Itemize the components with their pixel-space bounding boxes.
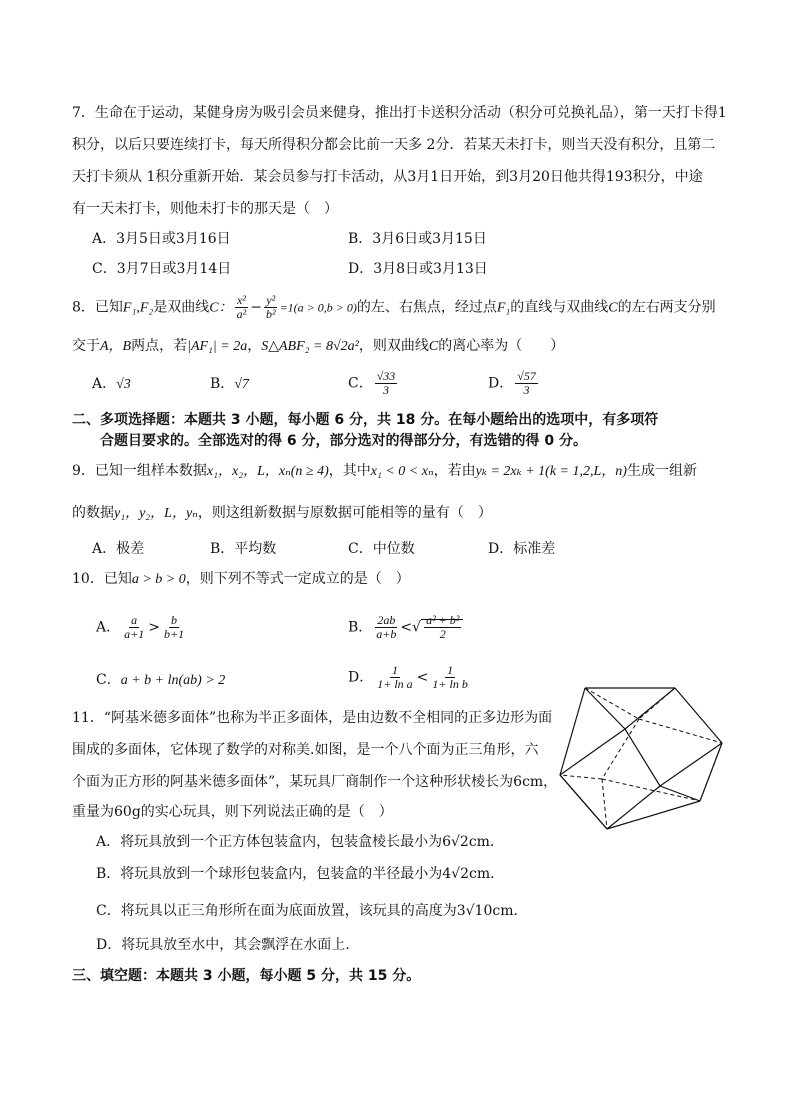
q10-text: 10．已知: [72, 571, 132, 587]
edge-line: [660, 743, 722, 786]
q11-line-3: 个面为正方形的阿基米德多面体”，某玩具厂商制作一个这种形状棱长为6cm，: [72, 774, 558, 790]
q8-f1: F₁: [496, 300, 511, 316]
q9-condition: x₁ < 0 < xₙ: [370, 464, 434, 479]
section-2-heading-cont: 合题目要求的。全部选对的得 6 分，部分选对的得部分分，有选错的得 0 分。: [100, 433, 587, 449]
q9-text: 的数据: [72, 505, 114, 521]
q8-option-c[interactable]: C． $\frac{√33}{3}$: [348, 369, 396, 397]
edge-line: [560, 775, 607, 829]
q9-text: ，若由: [433, 463, 476, 479]
q9-transform: yₖ = 2xₖ + 1(k = 1,2,L，n): [475, 464, 627, 479]
q8-text: ，则双曲线: [358, 338, 429, 354]
q9-option-a[interactable]: A．极差: [92, 541, 145, 557]
q9-line-1: [72, 461, 697, 482]
q7-line-3: 天打卡须从 1积分重新开始．某会员参与打卡活动，从3月1日开始，到3月20日他共得193积分，中途: [72, 169, 703, 185]
q9-text: ，则这组新数据与原数据可能相等的量有（ ）: [197, 505, 492, 521]
q8-option-a[interactable]: A．√3: [92, 376, 131, 392]
q8-option-b[interactable]: B．√7: [210, 376, 249, 392]
q8-comma: ，: [247, 338, 262, 354]
q8-text: 的离心率为（ ）: [438, 338, 565, 354]
edge-line: [585, 688, 625, 729]
hidden-edge-line: [602, 719, 639, 779]
q8-option-d[interactable]: D． $\frac{√57}{3}$: [488, 369, 536, 397]
q8-af1: |AF₁| = 2a: [187, 339, 248, 354]
q9-text: ，其中: [328, 463, 371, 479]
q7-line-2: 积分，以后只要连续打卡，每天所得积分都会比前一天多 2分．若某天未打卡，则当天没有积分，且第二: [72, 137, 716, 153]
q8-c: C: [608, 300, 618, 316]
q8-line-2: [72, 336, 564, 357]
edge-line: [607, 801, 700, 829]
section-2-heading: 二、多项选择题：本题共 3 小题，每小题 6 分，共 18 分。在每小题给出的选项中，有多项符: [72, 412, 659, 428]
q8-line-1: [72, 294, 716, 321]
hidden-edge-line: [700, 743, 722, 801]
q8-text: 是双曲线: [153, 299, 210, 316]
q7-option-d[interactable]: D．3月8日或3月13日: [348, 261, 488, 277]
q8-curve-label: C：: [209, 300, 233, 316]
q7-line-1: 7．生命在于运动，某健身房为吸引会员来健身，推出打卡送积分活动（积分可兑换礼品），第一天打卡得1: [72, 105, 727, 121]
q7-option-a[interactable]: A．3月5日或3月16日: [92, 231, 231, 247]
hidden-edge-line: [602, 779, 700, 801]
q8-text: 的左右两支分别: [617, 299, 716, 316]
hidden-edge-line: [585, 688, 639, 719]
edge-line: [607, 786, 660, 829]
q8-c: C: [428, 339, 439, 354]
edge-line: [560, 688, 585, 775]
q10-condition: a > b > 0: [131, 572, 186, 587]
q11-line-4: 重量为60g的实心玩具，则下列说法正确的是（ ）: [72, 804, 393, 820]
q8-text: 的直线与双曲线: [510, 299, 609, 316]
q8-condition: =1(a > 0,b > 0): [279, 300, 357, 315]
hidden-edge-line: [560, 775, 602, 779]
q11-option-d[interactable]: D．将玩具放至水中，其会飘浮在水面上.: [96, 937, 350, 953]
q9-option-d[interactable]: D．标准差: [488, 541, 556, 557]
q8-points: A，B: [100, 339, 132, 354]
q10-option-d[interactable]: D． $\frac{1}{\text{1+ ln a}}$ < $\frac{1}{\text{1+ ln b}}$: [348, 663, 468, 691]
q9-option-c[interactable]: C．中位数: [348, 541, 415, 557]
q9-line-2: [72, 503, 492, 524]
q10-line-1: [72, 569, 410, 590]
hidden-edge-line: [639, 688, 675, 719]
cuboctahedron-figure: [557, 683, 727, 833]
q8-foci: F₁,F₂: [122, 300, 154, 316]
q8-fraction-y: $\frac{\text{y²}}{\text{b²}}$: [265, 293, 276, 321]
edge-line: [560, 729, 625, 775]
q8-text: 两点，若: [131, 338, 188, 354]
q10-option-c[interactable]: C．a + b + ln(ab) > 2: [96, 672, 226, 688]
q8-text: 8．已知: [72, 299, 123, 316]
hidden-edge-line: [639, 719, 722, 743]
q10-option-a[interactable]: A． $\frac{a}{a+1}$ > $\frac{b}{b+1}$: [96, 613, 185, 641]
q11-option-a[interactable]: A．将玩具放到一个正方体包装盒内，包装盒棱长最小为6√2cm．: [96, 834, 504, 850]
edge-line: [675, 688, 722, 743]
q9-new-data: y₁，y₂，L，yₙ: [114, 506, 198, 521]
section-3-heading: 三、填空题：本题共 3 小题，每小题 5 分，共 15 分。: [72, 968, 421, 984]
q9-text: 生成一组新: [626, 463, 697, 479]
q10-option-b[interactable]: B． $\frac{2ab}{a+b}$ <√ $\frac{\text{a² + b²}}{2}$: [348, 614, 463, 641]
hidden-edge-line: [602, 779, 607, 829]
q9-sample: x₁，x₂，L，xₙ(n ≥ 4): [206, 464, 329, 479]
q8-text: 的左、右焦点，经过点: [356, 299, 497, 316]
q9-text: 9．已知一组样本数据: [72, 463, 207, 479]
q9-option-b[interactable]: B．平均数: [210, 541, 277, 557]
q8-fraction-x: $\frac{\text{x²}}{\text{a²}}$: [236, 293, 247, 321]
q11-line-1: 11．“阿基米德多面体”也称为半正多面体，是由边数不全相同的正多边形为面: [72, 710, 553, 726]
q7-option-c[interactable]: C．3月7日或3月14日: [92, 261, 232, 277]
q8-area: S△ABF₂ = 8√2a²: [261, 339, 359, 354]
edge-line: [625, 729, 660, 786]
q8-text: 交于: [72, 338, 100, 354]
q11-option-b[interactable]: B．将玩具放到一个球形包装盒内，包装盒的半径最小为4√2cm．: [96, 866, 505, 882]
q8-minus: −: [250, 299, 262, 316]
q7-line-4: 有一天未打卡，则他未打卡的那天是（ ）: [72, 201, 338, 217]
q11-line-2: 围成的多面体，它体现了数学的对称美.如图，是一个八个面为正三角形，六: [72, 742, 539, 758]
q10-text: ，则下列不等式一定成立的是（ ）: [185, 571, 410, 587]
q11-option-c[interactable]: C．将玩具以正三角形所在面为底面放置，该玩具的高度为3√10cm．: [96, 903, 528, 919]
q7-option-b[interactable]: B．3月6日或3月15日: [348, 231, 487, 247]
